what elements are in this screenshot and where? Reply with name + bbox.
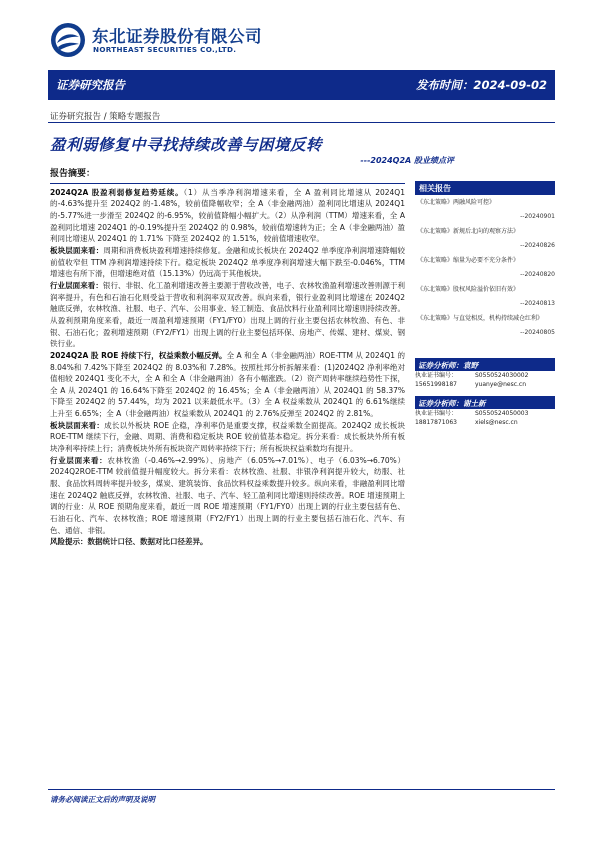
analyst-email[interactable]: xiels@nesc.cn	[475, 419, 518, 426]
analyst-cert-row	[415, 371, 555, 380]
paragraph-text: 银行、非银、化工盈利增速改善主要源于营收改善，电子、农林牧渔盈利增速改善则源于利润率提升，有色和石油石化则受益于营收和利润率双双改善。纵向来看，银行业盈利同比增速在 2024Q2 触底反弹，农林牧渔、社服、电子、汽车、公用事业、轻工制造、食品饮料行业盈利同比增速则持续改善。从盈利预期角度来看，最近一周盈利增速预期（FY1/FY0）出现上调的行业主要包括农林牧渔、有色、非银、石油石化；盈利增速预期（FY2/FY1）出现上调的行业主要包括环保、房地产、传媒、建材、煤炭、钢铁行业。	[50, 280, 406, 349]
paragraph-label: 2024Q2A 股 ROE 持续下行，权益乘数小幅反弹。	[50, 350, 227, 360]
paragraph-text: （1）从当季净利润增速来看，全 A 盈利同比增速从 2024Q1 的-4.63%提升至 2024Q2 的-1.48%，较前值降幅收窄；全 A（非金融两油）盈利同比增速从 2024Q1 的-5.77%进一步滑至 2024Q2 的-6.95%，较前值降幅小幅扩大。（2）从净利润（TTM）增速来看，全 A 盈利同比增速 2024Q1 的-0.19%提升至 2024Q2 的 0.98%，较前值增速转为正；全 A（非金融两油）盈利同比增速从 2024Q1 的 1.71% 下降至 2024Q2 的 1.51%，较前值增速收窄。	[50, 187, 405, 244]
analyst-name: 证券分析师：袁野	[415, 358, 555, 371]
header-divider	[48, 122, 555, 123]
cert-label: 执业证书编号：	[415, 410, 458, 417]
footer-divider	[48, 789, 555, 790]
related-report-date: --20240813	[520, 300, 555, 307]
analyst-email[interactable]: yuanye@nesc.cn	[475, 381, 527, 388]
summary-paragraph	[50, 350, 405, 420]
publish-date: 发布时间：2024-09-02	[415, 78, 547, 92]
paragraph-text: 数据统计口径、数据对比口径差异。	[87, 537, 208, 547]
breadcrumb: 证券研究报告 / 策略专题报告	[50, 112, 161, 122]
related-reports-list	[415, 195, 555, 337]
disclaimer-note[interactable]: 请务必阅读正文后的声明及说明	[50, 795, 155, 804]
paragraph-label: 2024Q2A 股盈利弱修复趋势延续。	[50, 187, 184, 197]
company-name-en: NORTHEAST SECURITIES CO.,LTD.	[93, 45, 237, 54]
related-report-date: --20240820	[520, 271, 555, 278]
analyst-contact-row	[415, 418, 555, 427]
summary-paragraph	[50, 420, 405, 455]
analyst-phone: 15651998187	[415, 381, 457, 388]
cert-number: S0550524050003	[475, 410, 529, 417]
cert-label: 执业证书编号：	[415, 372, 458, 379]
summary-paragraph	[50, 536, 405, 548]
report-type-label: 证券研究报告	[56, 78, 125, 92]
summary-paragraphs	[50, 187, 405, 548]
related-report-title: 《东北策略》与直觉相反，机构持续减仓红利》	[417, 315, 544, 322]
summary-paragraph	[50, 245, 405, 280]
summary-heading: 报告摘要：	[50, 169, 405, 184]
related-report-title: 《东北策略》新规后北向的观察方法》	[417, 228, 520, 235]
analyst-contact-row	[415, 380, 555, 389]
related-reports-panel	[415, 181, 555, 344]
paragraph-label: 板块层面来看：	[50, 420, 105, 430]
related-report-date: --20240826	[520, 242, 555, 249]
related-report-item[interactable]	[417, 199, 555, 221]
report-header-bar	[48, 70, 555, 100]
analyst-card	[415, 358, 555, 389]
paragraph-text: 农林牧渔（-0.46%→2.99%）、房地产（6.05%→7.01%）、电子（6.03%→6.70%）2024Q2ROE-TTM 较前值提升幅度较大。拆分来看：农林牧渔、社服、非银净利润提升较大，纺服、社服、食品饮料周转率提升较多，煤炭、建筑装饰、食品饮料权益乘数提升较多。纵向来看，非融盈利同比增速在 2024Q2 触底反弹，农林牧渔、社服、电子、汽车、轻工盈利同比增速则持续改善。ROE 增速预期上调的行业：从 ROE 预期角度来看，最近一周 ROE 增速预期（FY1/FY0）出现上调的行业主要包括有色、石油石化、汽车、农林牧渔；ROE 增速预期（FY2/FY1）出现上调的行业主要包括石油石化、汽车、有色、通信、非银。	[50, 455, 405, 535]
report-subtitle: ---2024Q2A 股业绩点评	[360, 156, 454, 165]
paragraph-label: 行业层面来看：	[50, 455, 108, 465]
cert-number: S0550524030002	[475, 372, 529, 379]
related-report-item[interactable]	[417, 228, 555, 250]
analyst-card	[415, 396, 555, 427]
report-summary	[50, 169, 405, 548]
company-logo	[50, 22, 288, 58]
summary-paragraph	[50, 187, 405, 245]
paragraph-label: 板块层面来看：	[50, 245, 104, 255]
paragraph-text: 成长以外板块 ROE 企稳，净利率仍是重要支撑，权益乘数全面提高。2024Q2 成长板块 ROE-TTM 继续下行，金融、周期、消费和稳定板块 ROE 较前值基本稳定。拆分来看：成长板块外所有板块净利率持续上行；消费板块外所有板块资产周转率持续下行；所有板块权益乘数均有提升。	[50, 420, 406, 454]
analyst-name: 证券分析师：谢土新	[415, 396, 555, 409]
paragraph-label: 行业层面来看：	[50, 280, 103, 290]
summary-paragraph	[50, 455, 405, 537]
report-title: 盈利弱修复中寻找持续改善与困境反转	[50, 135, 323, 154]
analyst-cert-row	[415, 409, 555, 418]
related-report-title: 《东北策略》缩量为必要不充分条件》	[417, 257, 520, 264]
related-report-item[interactable]	[417, 257, 555, 279]
company-logo-icon	[50, 22, 86, 58]
related-report-item[interactable]	[417, 286, 555, 308]
paragraph-label: 风险提示：	[50, 537, 88, 547]
related-report-item[interactable]	[417, 315, 555, 337]
related-report-date: --20240805	[520, 329, 555, 336]
related-report-title: 《东北策略》两融风险可控》	[417, 199, 496, 206]
related-report-date: --20240901	[520, 213, 555, 220]
analysts-panel	[415, 358, 555, 434]
company-name-cn: 东北证券股份有限公司	[92, 27, 262, 46]
paragraph-text: 周期和消费板块盈利增速持续修复。金融和成长板块在 2024Q2 单季度净利润增速降幅较前值收窄但 TTM 净利润增速持续下行。稳定板块 2024Q2 单季度净利润增速大幅下跌至-0.046%，TTM 增速也有所下滑，但增速绝对值（15.13%）仍远高于其他板块。	[50, 245, 405, 279]
related-reports-heading: 相关报告	[415, 181, 555, 195]
summary-paragraph	[50, 280, 405, 350]
paragraph-text: 全 A 和全 A（非金融两油）ROE-TTM 从 2024Q1 的 8.04%和 7.42%下降至 2024Q2 的 8.03%和 7.28%。按照杜邦分析拆解来看：(1)2024Q2 净利率绝对值相较 2024Q1 变化不大，全 A 和全 A（非金融两油）各有小幅涨跌。（2）资产周转率继续趋势性下探，全 A 从 2024Q1 的 16.64%下降至 2024Q2 的 16.45%；全 A（非金融两油）从 2024Q1 的 58.37%下降至 2024Q2 的 57.44%，均为 2021 以来最低水平。（3）全 A 权益乘数从 2024Q1 的 6.61%继续上升至 6.65%；全 A（非金融两油）权益乘数从 2024Q1 的 2.76%反弹至 2024Q2 的 2.81%。	[50, 350, 405, 419]
related-report-title: 《东北策略》股权风险溢价依旧有效》	[417, 286, 520, 293]
analyst-phone: 18817871063	[415, 419, 457, 426]
